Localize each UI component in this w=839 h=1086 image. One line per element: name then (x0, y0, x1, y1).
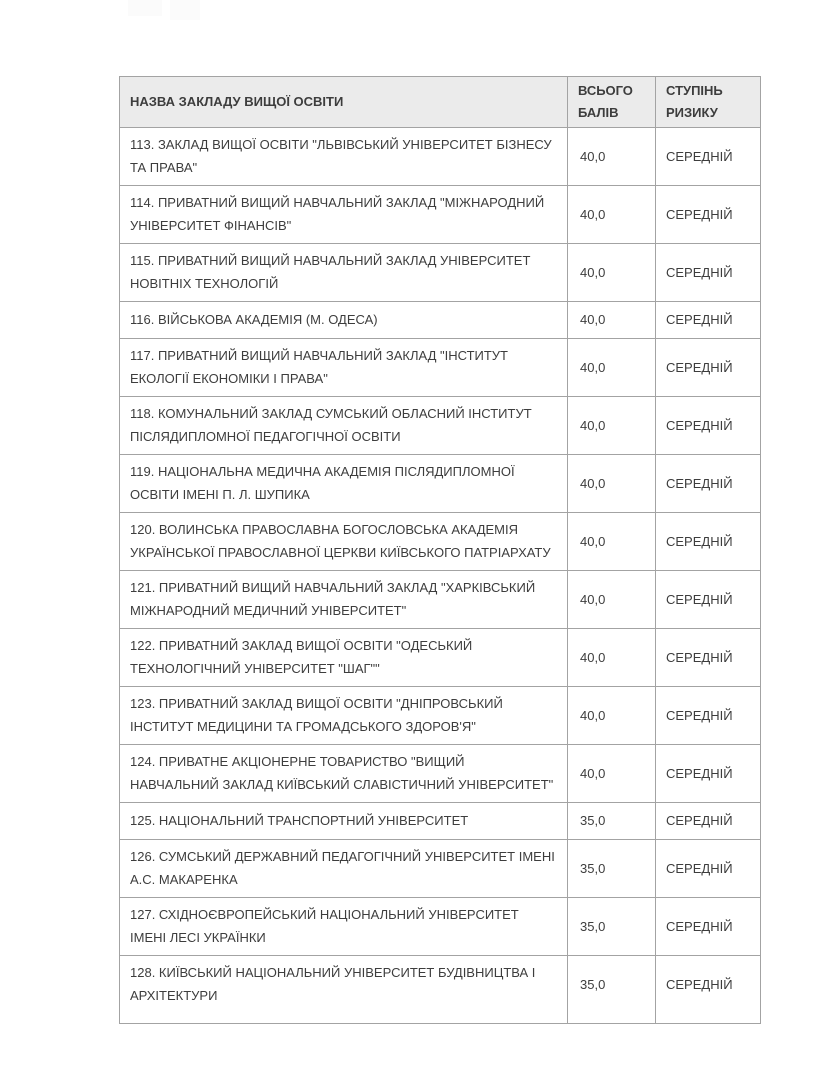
table-row (120, 339, 761, 397)
col-header-total-score: ВСЬОГО БАЛІВ (568, 77, 656, 128)
institution-name: 113. ЗАКЛАД ВИЩОЇ ОСВІТИ "ЛЬВІВСЬКИЙ УНІВЕРСИТЕТ БІЗНЕСУ ТА ПРАВА" (120, 128, 568, 186)
institution-name: 128. КИЇВСЬКИЙ НАЦІОНАЛЬНИЙ УНІВЕРСИТЕТ БУДІВНИЦТВА І АРХІТЕКТУРИ (120, 956, 568, 1024)
institution-name: 127. СХІДНОЄВРОПЕЙСЬКИЙ НАЦІОНАЛЬНИЙ УНІВЕРСИТЕТ ІМЕНІ ЛЕСІ УКРАЇНКИ (120, 898, 568, 956)
risk-level: СЕРЕДНІЙ (656, 803, 761, 840)
risk-level: СЕРЕДНІЙ (656, 244, 761, 302)
score-value: 40,0 (568, 339, 656, 397)
institution-name: 121. ПРИВАТНИЙ ВИЩИЙ НАВЧАЛЬНИЙ ЗАКЛАД "ХАРКІВСЬКИЙ МІЖНАРОДНИЙ МЕДИЧНИЙ УНІВЕРСИТЕТ" (120, 571, 568, 629)
universities-risk-table (119, 76, 761, 1024)
institution-name: 122. ПРИВАТНИЙ ЗАКЛАД ВИЩОЇ ОСВІТИ "ОДЕСЬКИЙ ТЕХНОЛОГІЧНИЙ УНІВЕРСИТЕТ "ШАГ"" (120, 629, 568, 687)
institution-name: 123. ПРИВАТНИЙ ЗАКЛАД ВИЩОЇ ОСВІТИ "ДНІПРОВСЬКИЙ ІНСТИТУТ МЕДИЦИНИ ТА ГРОМАДСЬКОГО ЗДОРОВ'Я" (120, 687, 568, 745)
score-value: 35,0 (568, 840, 656, 898)
institution-name: 118. КОМУНАЛЬНИЙ ЗАКЛАД СУМСЬКИЙ ОБЛАСНИЙ ІНСТИТУТ ПІСЛЯДИПЛОМНОЇ ПЕДАГОГІЧНОЇ ОСВІТИ (120, 397, 568, 455)
page-top-print-artifact (170, 0, 200, 20)
risk-level: СЕРЕДНІЙ (656, 687, 761, 745)
table-row (120, 956, 761, 1024)
institution-name: 125. НАЦІОНАЛЬНИЙ ТРАНСПОРТНИЙ УНІВЕРСИТЕТ (120, 803, 568, 840)
risk-level: СЕРЕДНІЙ (656, 302, 761, 339)
table-row (120, 687, 761, 745)
institution-name: 120. ВОЛИНСЬКА ПРАВОСЛАВНА БОГОСЛОВСЬКА АКАДЕМІЯ УКРАЇНСЬКОЇ ПРАВОСЛАВНОЇ ЦЕРКВИ КИЇВСЬКОГО ПАТРІАРХАТУ (120, 513, 568, 571)
score-value: 35,0 (568, 898, 656, 956)
table-row (120, 571, 761, 629)
score-value: 40,0 (568, 186, 656, 244)
score-value: 40,0 (568, 571, 656, 629)
table-row (120, 128, 761, 186)
table-row (120, 629, 761, 687)
score-value: 40,0 (568, 302, 656, 339)
table-row (120, 186, 761, 244)
table-row (120, 898, 761, 956)
table-row (120, 455, 761, 513)
risk-level: СЕРЕДНІЙ (656, 128, 761, 186)
score-value: 35,0 (568, 803, 656, 840)
score-value: 35,0 (568, 956, 656, 1024)
risk-level: СЕРЕДНІЙ (656, 898, 761, 956)
institution-name: 115. ПРИВАТНИЙ ВИЩИЙ НАВЧАЛЬНИЙ ЗАКЛАД УНІВЕРСИТЕТ НОВІТНІХ ТЕХНОЛОГІЙ (120, 244, 568, 302)
score-value: 40,0 (568, 128, 656, 186)
table-row (120, 745, 761, 803)
score-value: 40,0 (568, 397, 656, 455)
table-row (120, 513, 761, 571)
institution-name: 119. НАЦІОНАЛЬНА МЕДИЧНА АКАДЕМІЯ ПІСЛЯДИПЛОМНОЇ ОСВІТИ ІМЕНІ П. Л. ШУПИКА (120, 455, 568, 513)
risk-level: СЕРЕДНІЙ (656, 397, 761, 455)
risk-level: СЕРЕДНІЙ (656, 840, 761, 898)
risk-level: СЕРЕДНІЙ (656, 513, 761, 571)
score-value: 40,0 (568, 455, 656, 513)
col-header-institution-name: НАЗВА ЗАКЛАДУ ВИЩОЇ ОСВІТИ (120, 77, 568, 128)
table-row (120, 803, 761, 840)
score-value: 40,0 (568, 745, 656, 803)
score-value: 40,0 (568, 244, 656, 302)
table-body (120, 128, 761, 1024)
table-row (120, 302, 761, 339)
header-row (120, 77, 761, 128)
table-row (120, 397, 761, 455)
institution-name: 116. ВІЙСЬКОВА АКАДЕМІЯ (М. ОДЕСА) (120, 302, 568, 339)
table-row (120, 244, 761, 302)
risk-level: СЕРЕДНІЙ (656, 571, 761, 629)
table-row (120, 840, 761, 898)
risk-level: СЕРЕДНІЙ (656, 956, 761, 1024)
score-value: 40,0 (568, 513, 656, 571)
score-value: 40,0 (568, 687, 656, 745)
institution-name: 126. СУМСЬКИЙ ДЕРЖАВНИЙ ПЕДАГОГІЧНИЙ УНІВЕРСИТЕТ ІМЕНІ А.С. МАКАРЕНКА (120, 840, 568, 898)
col-header-risk-level: СТУПІНЬ РИЗИКУ (656, 77, 761, 128)
institution-name: 114. ПРИВАТНИЙ ВИЩИЙ НАВЧАЛЬНИЙ ЗАКЛАД "МІЖНАРОДНИЙ УНІВЕРСИТЕТ ФІНАНСІВ" (120, 186, 568, 244)
risk-level: СЕРЕДНІЙ (656, 629, 761, 687)
risk-level: СЕРЕДНІЙ (656, 455, 761, 513)
table-header (120, 77, 761, 128)
institution-name: 117. ПРИВАТНИЙ ВИЩИЙ НАВЧАЛЬНИЙ ЗАКЛАД "ІНСТИТУТ ЕКОЛОГІЇ ЕКОНОМІКИ І ПРАВА" (120, 339, 568, 397)
risk-level: СЕРЕДНІЙ (656, 186, 761, 244)
page-top-print-artifact (128, 0, 162, 16)
score-value: 40,0 (568, 629, 656, 687)
risk-level: СЕРЕДНІЙ (656, 745, 761, 803)
risk-level: СЕРЕДНІЙ (656, 339, 761, 397)
institution-name: 124. ПРИВАТНЕ АКЦІОНЕРНЕ ТОВАРИСТВО "ВИЩИЙ НАВЧАЛЬНИЙ ЗАКЛАД КИЇВСЬКИЙ СЛАВІСТИЧНИЙ УНІВЕРСИТЕТ" (120, 745, 568, 803)
